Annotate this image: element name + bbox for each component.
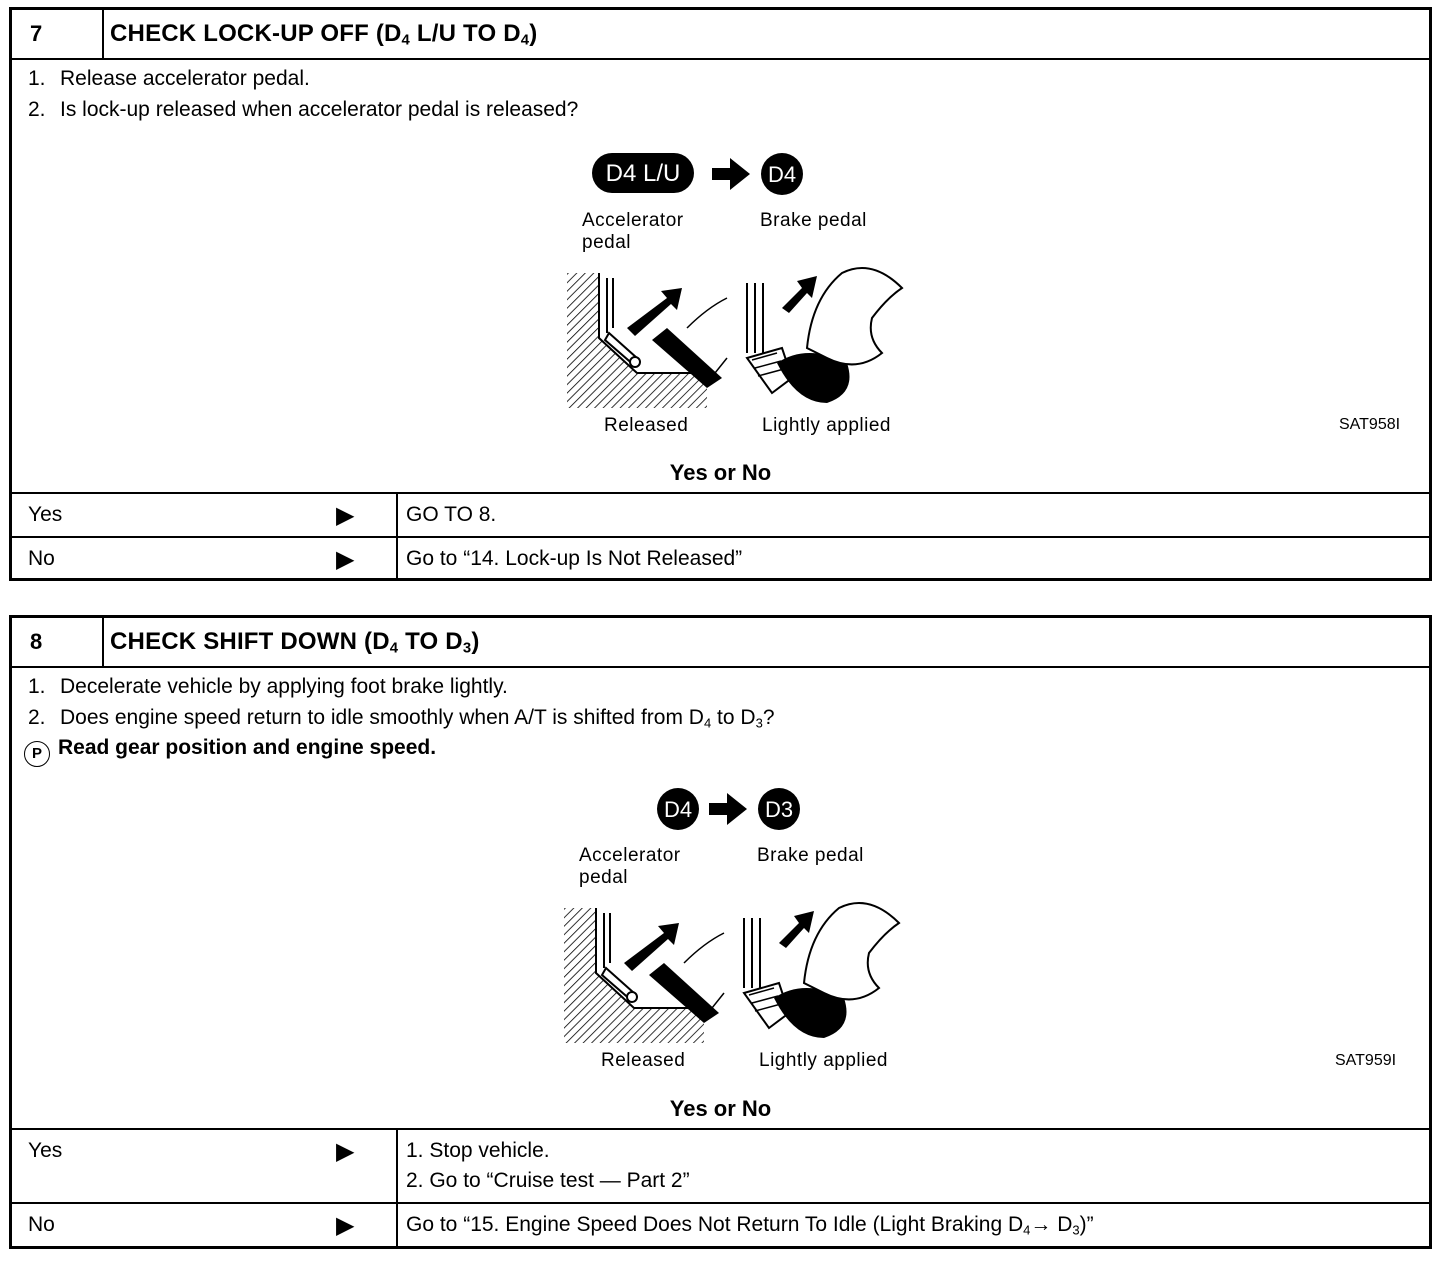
yes-label: Yes (28, 503, 63, 526)
step-number: 8 (12, 618, 104, 666)
press-arrow-icon (782, 276, 817, 313)
pedal-figure (557, 148, 937, 438)
yes-or-no: Yes or No (669, 1096, 772, 1121)
brake-label: Brake pedal (757, 845, 864, 866)
badge-to-text: D3 (764, 797, 794, 822)
badge-to-text: D4 (767, 162, 797, 187)
curved-arrow-icon (627, 288, 682, 336)
no-label: No (28, 547, 55, 570)
step-number: 7 (12, 10, 104, 58)
released-label: Released (601, 1050, 686, 1071)
play-arrow-icon: ▶ (336, 502, 355, 529)
no-label: No (28, 1213, 55, 1236)
foot (804, 903, 899, 999)
step-8-header (12, 618, 1429, 668)
play-arrow-icon: ▶ (336, 1212, 355, 1239)
step-8-box (9, 615, 1432, 1249)
note-line: P Read gear position and engine speed. (24, 736, 436, 767)
instruction-1: 1. Release accelerator pedal. (28, 67, 310, 90)
no-row (12, 536, 1429, 580)
accel-label: Accelerator pedal (579, 845, 681, 888)
step-title: CHECK SHIFT DOWN ($D_4$ TO $D_3$) (110, 628, 480, 657)
arrow-right-icon (709, 793, 747, 825)
arrow-right-icon (712, 158, 750, 190)
floor-hatch (567, 273, 707, 408)
foot (807, 268, 902, 364)
badge-from-text: D4 L/U (605, 160, 681, 187)
pedal-illustration (554, 783, 934, 1073)
curved-arrow-icon (624, 923, 679, 971)
badge-from-text: D4 (663, 797, 693, 822)
step-7-box (9, 7, 1432, 581)
consult-icon: P (24, 741, 50, 767)
instruction-1: 1. Decelerate vehicle by applying foot brake lightly. (28, 675, 508, 698)
play-arrow-icon: ▶ (336, 1138, 355, 1165)
pedal-figure (554, 783, 934, 1073)
no-row (12, 1202, 1429, 1248)
brake-label: Brake pedal (760, 210, 867, 231)
figure-code: SAT958I (1339, 416, 1401, 433)
press-arrow-icon (779, 911, 814, 948)
yes-action: GO TO 8. (406, 503, 497, 526)
step-title: CHECK LOCK-UP OFF ($D_4$ L/U TO $D_4$) (110, 20, 538, 49)
yes-action-1: 1. Stop vehicle. (406, 1139, 550, 1162)
yes-or-no: Yes or No (669, 460, 772, 485)
no-action: Go to “15. Engine Speed Does Not Return To Idle (Light Braking $D_4\to D_3$)” (406, 1213, 1094, 1238)
floor-hatch (564, 908, 704, 1043)
step-7-header (12, 10, 1429, 60)
instruction-2: 2. Does engine speed return to idle smoothly when A/T is shifted from $D_4$ to $D_3$? (28, 706, 775, 731)
figure-code: SAT959I (1335, 1052, 1397, 1069)
accel-label: Accelerator pedal (582, 210, 684, 253)
yes-row (12, 1128, 1429, 1204)
pedal-illustration (557, 148, 937, 438)
yes-action-2: 2. Go to “Cruise test — Part 2” (406, 1169, 690, 1192)
play-arrow-icon: ▶ (336, 546, 355, 573)
no-action: Go to “14. Lock-up Is Not Released” (406, 547, 743, 570)
released-label: Released (604, 415, 689, 436)
applied-label: Lightly applied (762, 415, 891, 436)
yes-row (12, 492, 1429, 538)
yes-label: Yes (28, 1139, 63, 1162)
instruction-2: 2. Is lock-up released when accelerator pedal is released? (28, 98, 579, 121)
applied-label: Lightly applied (759, 1050, 888, 1071)
